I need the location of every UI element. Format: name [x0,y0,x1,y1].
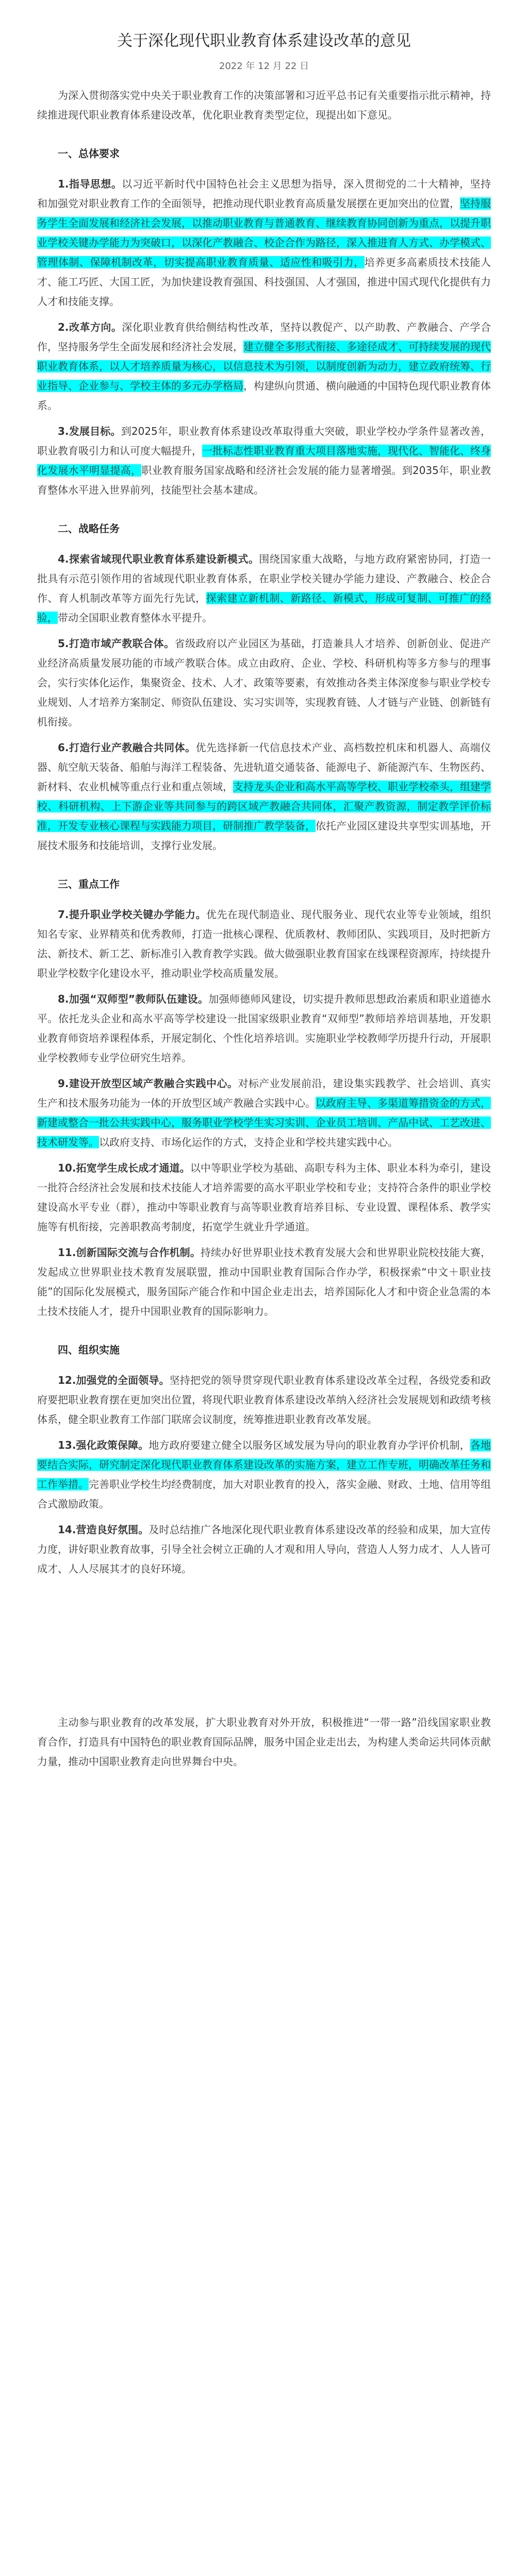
paragraph-text: 加强师德师风建设，切实提升教师思想政治素质和职业道德水平。依托龙头企业和高水平高等学校建设一批国家级职业教育“双师型”教师培养培训基地， [37,993,491,1025]
document-title: 关于深化现代职业教育体系建设改革的意见 [117,32,411,50]
numbered-paragraph [37,421,491,500]
numbered-paragraph [37,634,491,732]
paragraph-heading: 2.改革方向。 [58,321,122,333]
numbered-paragraph [37,549,491,628]
paragraph-heading: 5.打造市域产教联合体。 [58,637,175,650]
organization-paragraphs [37,1370,491,1579]
paragraph-text: 依托产业园区建设共享型实训基地，开展技术服务和技能培训，支撑行业发展。 [37,820,491,852]
general-paragraphs [37,174,491,500]
paragraph-heading: 11.创新国际交流与合作机制。 [58,1246,201,1259]
numbered-paragraph [37,989,491,1067]
paragraph-text: 以中等职业学校为基础、高职专科为主体、职业本科为牵引，建设一批符合经济社会发展和技术技能人才培养需要的高水平职业学校和专业； [37,1162,491,1194]
paragraph-heading: 14.营造良好氛围。 [58,1523,149,1536]
section-title-strategic: 二、战略任务 [58,522,120,535]
highlighted-text: 各地要结合实际，研究制定深化现代职业教育体系建设改革的实施方案，建立工作专班，明确改革任务和工作举措。 [37,1439,491,1490]
highlighted-text: 一批标志性职业教育重大项目落地实施，现代化、智能化、终身化发展水平明显提高， [37,445,491,477]
paragraph-text: 加大宣传力度，讲好职业教育故事，引导全社会树立正确的人才观和用人导向，营造人人努力成才、人人皆可成才、人人尽展其才的良好环境。 [37,1523,491,1575]
paragraph-text: 培养更多高素质技术技能人才、能工巧匠、大国工匠，为加快建设教育强国、科技强国、人才强国，推进中国式现代化提供有力人才和技能支撑。 [37,256,491,308]
paragraph-heading: 12.加强党的全面领导。 [58,1374,170,1386]
highlighted-text: 探索建立新机制、新路径、新模式，形成可复制、可推广的经验， [37,592,491,624]
paragraph-text: 做大做强职业教育国家在线课程资源库，持续提升职业学校数字化建设水平，推动职业学校高质量发展。 [37,947,491,979]
highlighted-text: 坚持服务学生全面发展和经济社会发展，以推动职业教育与普通教育、继续教育协同创新为重点，以提升职业学校关键办学能力为突破口，以深化产教融合、校企合作为路径，深入推进育人方式、办学模式、管理体制、保障机制改革，切实提高职业教育质量、适应性和吸引力， [37,197,491,268]
paragraph-text: 以政府支持、市场化运作的方式，支持企业和学校共建实践中心。 [99,1136,398,1148]
numbered-paragraph [37,174,491,311]
paragraph-text: 优先选择新一代信息技术产业、高档数控机床和机器人、高端仪器、航空航天装备、船舶与海洋工程装备、先进轨道交通装备、能源电子、新能源汽车、生物医药、新材料、农业机械等重点行业和重点领域， [37,741,491,793]
numbered-paragraph [37,905,491,983]
numbered-paragraph [37,1158,491,1236]
paragraph-text: 带动全国职业教育整体水平提升。 [58,612,212,624]
closing-paragraph: 主动参与职业教育的改革发展，扩大职业教育对外开放，积极推进“一带一路”沿线国家职业教育合作，打造具有中国特色的职业教育国际品牌，服务中国企业走出去，为构建人类命运共同体贡献力量，推动中国职业教育走向世界舞台中央。 [37,1716,491,1768]
paragraph-heading: 8.加强“双师型”教师队伍建设。 [58,993,209,1005]
paragraph-text: 深化职业教育供给侧结构性改革，坚持以教促产、以产助教、产教融合、产学合作，坚持服务学生全面发展和经济社会发展， [37,321,491,353]
paragraph-heading: 10.拓宽学生成长成才通道。 [58,1162,190,1174]
paragraph-text: 到2025年，职业教育体系建设改革取得重大突破，职业学校办学条件显著改善，职业教育吸引力和认可度大幅提升， [37,425,491,457]
document-date: 2022 年 12 月 22 日 [219,61,309,72]
paragraph-text: 积极探索“中文＋职业技能”的国际化发展模式，服务国际产能合作和中国企业走出去，培养国际化人才和中资企业急需的本土技术技能人才，提升中国职业教育的国际影响力。 [37,1266,491,1317]
paragraph-heading: 6.打造行业产教融合共同体。 [58,741,196,754]
paragraph-text: 对标产业发展前沿，建设集实践教学、社会培训、真实生产和技术服务功能为一体的开放型区域产教融合实践中心。 [37,1077,491,1109]
section-title-organization: 四、组织实施 [58,1344,120,1356]
paragraph-text: 完善职业学校生均经费制度，加大对职业教育的投入，落实金融、财政、土地、信用等组合式激励政策。 [37,1478,491,1510]
paragraph-text: 优先在现代制造业、现代服务业、现代农业等专业领域，组织知名专家、业界精英和优秀教师，打造一批核心课程、优质教材、教师团队、实践项目，及时把新方法、新技术、新工艺、新标准引入教育教学实践。 [37,908,491,960]
numbered-paragraph [37,738,491,855]
paragraph-heading: 9.建设开放型区域产教融合实践中心。 [58,1077,238,1090]
highlighted-text: 建立健全多形式衔接、多途径成才、可持续发展的现代职业教育体系，以人才培养质量为核心，以信息技术为引领，以制度创新为动力，建立政府统筹、行业指导、企业参与、学校主体的多元办学格局 [37,341,491,392]
paragraph-text: 坚持把党的领导贯穿现代职业教育体系建设改革全过程，各级党委和政府要把职业教育摆在更加突出位置， [37,1374,491,1406]
numbered-paragraph [37,1243,491,1321]
paragraph-heading: 1.指导思想。 [58,178,122,190]
paragraph-heading: 4.探索省域现代职业教育体系建设新模式。 [58,553,259,565]
paragraph-text: 职业教育服务国家战略和经济社会发展的能力显著增强。到2035年，职业教育整体水平进入世界前列，技能型社会基本建成。 [37,464,491,496]
numbered-paragraph [37,1074,491,1152]
highlighted-text: 支持龙头企业和高水平高等学校、职业学校牵头，组建学校、科研机构、上下游企业等共同参与的跨区域产教融合共同体，汇聚产教资源，制定教学评价标准，开发专业核心课程与实践能力项目，研制推广教学装备， [37,781,491,832]
key-work-paragraphs [37,905,491,1321]
paragraph-text: 省级政府以产业园区为基础，打造兼具人才培养、创新创业、促进产业经济高质量发展功能的市域产教联合体。成立由政府、企业、学校、科研机构等多方参与的理事会，实行实体化运作，集聚资金、技术、人才、政策等要素，有效推动各类主体深度参与职业学校专业规划、人才培养方案制定、师资队伍建设、实习实训等， [37,637,491,708]
paragraph-heading: 7.提升职业学校关键办学能力。 [58,908,206,921]
paragraph-text: 持续办好世界职业技术教育发展大会和世界职业院校技能大赛，发起成立世界职业技术教育发展联盟，推动中国职业教育国际合作办学， [37,1246,491,1278]
numbered-paragraph [37,1370,491,1429]
paragraph-text: 实现教育链、人才链与产业链、创新链有机衔接。 [37,696,491,728]
paragraph-text: ，构建纵向贯通、横向融通的中国特色现代职业教育体系。 [37,380,491,412]
strategic-paragraphs [37,549,491,855]
numbered-paragraph [37,317,491,415]
section-title-general: 一、总体要求 [58,147,120,160]
intro-paragraph: 为深入贯彻落实党中央关于职业教育工作的决策部署和习近平总书记有关重要指示批示精神，持续推进现代职业教育体系建设改革，优化职业教育类型定位，现提出如下意见。 [37,89,491,121]
section-title-key-work: 三、重点工作 [58,878,120,890]
numbered-paragraph [37,1520,491,1579]
paragraph-text: 开发职业教育师资培养课程体系，开展定制化、个性化培养培训。实施职业学校教师学历提升行动，开展职业学校教师专业学位研究生培养。 [37,1012,491,1064]
paragraph-heading: 3.发展目标。 [58,425,121,437]
highlighted-text: 以政府主导、多渠道筹措资金的方式，新建或整合一批公共实践中心，服务职业学校学生实习实训、企业员工培训、产品中试、工艺改进、技术研发等。 [37,1097,491,1148]
paragraph-text: 地方政府要建立健全以服务区域发展为导向的职业教育办学评价机制， [148,1439,470,1451]
paragraph-text: 及时总结推广各地深化现代职业教育体系建设改革的经验和成果， [148,1523,450,1536]
paragraph-heading: 13.强化政策保障。 [58,1439,149,1451]
paragraph-text: 支持符合条件的职业学校建设高水平专业（群），推动中等职业教育与高等职业教育培养目标、专业设置、课程体系、教学实施等有机衔接，完善职教高考制度，拓宽学生就业升学通道。 [37,1181,491,1233]
paragraph-text: 围绕国家重大战略，与地方政府紧密协同，打造一批具有示范引领作用的省域现代职业教育体系，在职业学校关键办学能力建设、产教融合、校企合作、育人机制改革等方面先行先试， [37,553,491,604]
closing-block [37,1713,491,1771]
paragraph-text: 将现代职业教育体系建设改革纳入经济社会发展规划和政绩考核体系，健全职业教育工作部门联席会议制度，统筹推进职业教育改革发展。 [37,1394,491,1426]
numbered-paragraph [37,1435,491,1514]
paragraph-text: 以习近平新时代中国特色社会主义思想为指导，深入贯彻党的二十大精神，坚持和加强党对职业教育工作的全面领导，把推动现代职业教育高质量发展摆在更加突出的位置， [37,178,491,210]
